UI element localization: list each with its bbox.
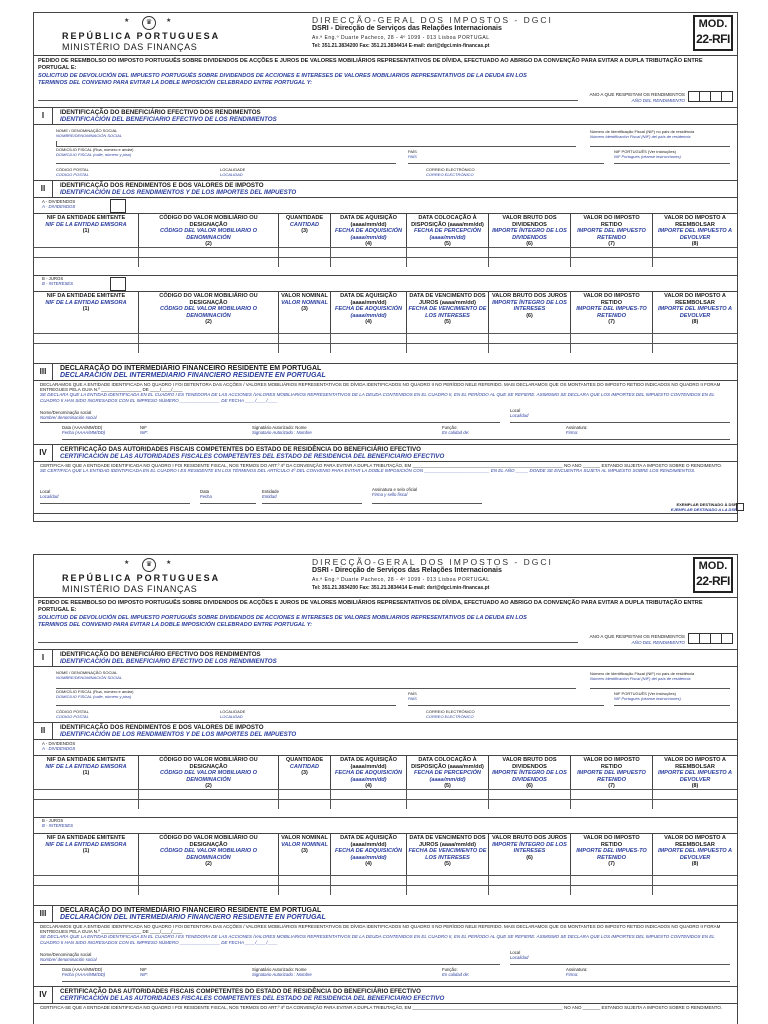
dividends-rows xyxy=(34,789,737,809)
declaration-pt: DECLARAMOS QUE A ENTIDADE IDENTIFICADA NO QUADRO I FOI DETENTORA DAS ACÇÕES / VALORES MOBILIÁRIOS REPRESENTATIVOS DE DÍVIDA IDENTIFICADOS NO QUADRO II NO PERÍODO NELE REFERIDO. MAIS DECLARAMOS QUE OS MONTANTES DO IMPOSTO RETIDO INDICADOS NO QUADRO II FORAM ENTREGUES PELA GUIA N.º ________________ DE ____/____/____ xyxy=(40,924,721,935)
nif-pt-field[interactable] xyxy=(614,163,730,164)
star-icon: ★ xyxy=(166,18,172,24)
table-row[interactable] xyxy=(34,247,737,257)
address: Av.ª Eng.º Duarte Pacheco, 28 - 4º 1099 - 013 Lisboa PORTUGAL xyxy=(312,35,490,41)
nif-field[interactable] xyxy=(590,146,730,147)
section-number: III xyxy=(34,906,53,922)
section-title-pt: IDENTIFICAÇÃO DO BENEFICIÁRIO EFECTIVO DOS RENDIMENTOS xyxy=(60,651,261,658)
copy-destination-es: EJEMPLAR DESTINADO A LA DSRI xyxy=(670,507,738,512)
section-title-es: CERTIFICACIÓN DE LAS AUTORIDADES FISCALES COMPETENTES DEL ESTADO DE RESIDENCIA DEL BENEFICIARIO EFECTIVO xyxy=(60,995,445,1002)
col-5: DATA COLOCAÇÃO À DISPOSIÇÃO (aaaa/mm/dd) FECHA DE PERCEPCIÓN (aaaa/mm/dd) (5) xyxy=(407,756,489,790)
col-3: QUANTIDADE CANTIDAD (3) xyxy=(279,756,331,790)
col-8: VALOR DO IMPOSTO A REEMBOLSAR IMPORTE DEL IMPUESTO A DEVOLVER (8) xyxy=(657,757,733,789)
year-input[interactable] xyxy=(689,633,733,644)
section-1-header xyxy=(34,650,737,667)
dividends-table-header xyxy=(34,213,737,248)
country-field[interactable] xyxy=(38,642,578,643)
section-title-es: IDENTIFICACIÓN DEL BENEFICIARIO EFECTIVO DE LOS RENDIMIENTOS xyxy=(60,116,277,123)
contact-line: Tel: 351.21.3834200 Fax: 351.21.3834414 E-mail: dsri@dgci.min-financas.pt xyxy=(312,585,490,591)
cert-local-label: Local Localidad xyxy=(40,489,59,499)
cert-entity-field[interactable] xyxy=(262,503,362,504)
dgci-title: DIRECÇÃO-GERAL DOS IMPOSTOS - DGCI xyxy=(312,15,553,25)
col-4: DATA DE AQUISIÇÃO (aaaa/mm/dd) FECHA DE ADQUISICIÓN (aaaa/mm/dd) (4) xyxy=(331,292,407,334)
copy-destination xyxy=(671,502,738,512)
section-number: II xyxy=(34,723,53,739)
dgci-title: DIRECÇÃO-GERAL DOS IMPOSTOS - DGCI xyxy=(312,557,553,567)
section-1-header xyxy=(34,108,737,125)
declaration-text xyxy=(40,924,731,945)
intro-pt: PEDIDO DE REEMBOLSO DO IMPOSTO PORTUGUÊS SOBRE DIVIDENDOS DE ACÇÕES E JUROS DE VALORES MOBILIÁRIOS REPRESENTATIVOS DE DÍVIDA, EFECTUADO AO ABRIGO DA CONVENÇÃO PARA EVITAR A DUPLA TRIBUTAÇÃO ENTRE PORTUGAL E: xyxy=(38,600,703,613)
col-5: DATA DE VENCIMENTO DOS JUROS (aaaa/mm/dd) FECHA DE VENCIMIENTO DE LOS INTERESES (5) xyxy=(407,292,489,334)
certification-es: SE CERTIFICA QUE LA ENTIDAD IDENTIFICADA EN EL CUADRO I ES RESIDENTE EN LOS TÉRMINOS DEL ARTÍCULO 4º DEL CONVENIO PARA EVITAR LA DOBLE IMPOSICIÓN CON __________________________ EN EL AÑO _____ DONDE SE ENCUENTRA SUJETA AL IMPUESTO SOBRE LOS RENDIMIENTOS. xyxy=(40,468,696,474)
fi-name-field[interactable] xyxy=(40,422,500,423)
name-label: NOME / DENOMINAÇÃO SOCIAL NOMBRE/DENOMINACIÓN SOCIAL xyxy=(56,670,123,680)
intro-pt: PEDIDO DE REEMBOLSO DO IMPOSTO PORTUGUÊS SOBRE DIVIDENDOS DE ACÇÕES E JUROS DE VALORES MOBILIÁRIOS REPRESENTATIVOS DE DÍVIDA, EFECTUADO AO ABRIGO DA CONVENÇÃO PARA EVITAR A DUPLA TRIBUTAÇÃO ENTRE PORTUGAL E: xyxy=(38,58,703,71)
interest-rows xyxy=(34,333,737,353)
email-label: CORREIO ELECTRÓNICO CORREO ELECTRÓNICO xyxy=(426,709,475,719)
form-code-box xyxy=(693,557,733,593)
address: Av.ª Eng.º Duarte Pacheco, 28 - 4º 1099 - 013 Lisboa PORTUGAL xyxy=(312,577,490,583)
section-title-pt: IDENTIFICAÇÃO DO BENEFICIÁRIO EFECTIVO DOS RENDIMENTOS xyxy=(60,109,261,116)
fi-signatory-label: Signatário Autorizado: Nome Signatario Autorizado : Nombre xyxy=(252,967,312,977)
section-4-header xyxy=(34,987,737,1004)
declaration-es: SE DECLARA QUE LA ENTIDAD IDENTIFICADA EN EL CUADRO I ES TENEDORA DE LAS ACCIONES /VALORES MOBILIARIOS REPRESENTATIVOS DE LA DEUDA CONTENIDOS EN EL CUADRO II, EN EL PERÍODO AL QUE SE REFIERE. ASIMISMO SE DECLARA QUE LOS IMPORTES DEL IMPUESTO CONTENIDOS EN EL CUADRO II HAN SIDO INGRESADOS CON EL IMPRESO NÚMERO ________________ DE FECHA ____/____/____ xyxy=(40,392,715,403)
fi-nif-label: NIF NIF: xyxy=(140,425,149,435)
section-number: III xyxy=(34,364,53,380)
form-sheet xyxy=(33,12,738,522)
section-2-header xyxy=(34,723,737,740)
name-label: NOME / DENOMINAÇÃO SOCIAL NOMBRE/DENOMINACIÓN SOCIAL xyxy=(56,128,123,138)
cert-signature-field[interactable] xyxy=(372,503,482,504)
section-1 xyxy=(34,650,737,723)
form-code: 22-RFI xyxy=(696,32,730,46)
cert-local-field[interactable] xyxy=(40,503,190,504)
dividends-label: A - DIVIDENDOS A - DIVIDENDOS xyxy=(42,199,76,209)
nif-field[interactable] xyxy=(590,688,730,689)
declaration-es: SE DECLARA QUE LA ENTIDAD IDENTIFICADA EN EL CUADRO I ES TENEDORA DE LAS ACCIONES /VALORES MOBILIARIOS REPRESENTATIVOS DE LA DEUDA CONTENIDOS EN EL CUADRO II, EN EL PERÍODO AL QUE SE REFIERE. ASIMISMO SE DECLARA QUE LOS IMPORTES DEL IMPUESTO CONTENIDOS EN EL CUADRO II HAN SIDO INGRESADOS CON EL IMPRESO NÚMERO ________________ DE FECHA ____/____/____ xyxy=(40,934,715,945)
copy-checkbox[interactable] xyxy=(736,503,744,511)
republica-title: REPÚBLICA PORTUGUESA xyxy=(62,31,221,41)
country-input[interactable] xyxy=(408,163,604,164)
form-sheet-copy xyxy=(33,554,738,1024)
col-8: VALOR DO IMPOSTO A REEMBOLSAR IMPORTE DEL IMPUESTO A DEVOLVER (8) xyxy=(657,835,733,867)
fi-signatory-label: Signatário Autorizado: Nome Signatario Autorizado : Nombre xyxy=(252,425,312,435)
postal-code-label: CÓDIGO POSTAL CODIGO POSTAL xyxy=(56,709,89,719)
year-label-pt: ANO A QUE RESPEITAM OS RENDIMENTOS xyxy=(589,634,685,639)
intro-es: SOLICITUD DE DEVOLUCIÓN DEL IMPUESTO PORTUGUÉS SOBRE DIVIDENDOS DE ACCIONES E INTERESES DE VALORES MOBILIARIOS REPRESENTATIVOS DE LA DEUDA EN LOS TERMINOS DEL CONVENIO PARA EVITAR LA DOBLE IMPOSICIÓN CELEBRADO ENTRE PORTUGAL Y: xyxy=(38,73,527,86)
interest-table-header xyxy=(34,291,737,334)
interest-table-header xyxy=(34,833,737,876)
form-intro xyxy=(34,598,737,650)
interest-label: B - JUROS B - INTERESES xyxy=(34,275,737,286)
table-row[interactable] xyxy=(34,789,737,799)
section-2 xyxy=(34,723,737,906)
fi-signature-label: Assinatura: Firma: xyxy=(566,425,588,435)
year-label-pt: ANO A QUE RESPEITAM OS RENDIMENTOS xyxy=(589,92,685,97)
fi-signature-label: Assinatura: Firma: xyxy=(566,967,588,977)
section-3-header xyxy=(34,364,737,381)
col-4: DATA DE AQUISIÇÃO (aaaa/mm/dd) FECHA DE ADQUISICIÓN (aaaa/mm/dd) (4) xyxy=(331,214,407,248)
cert-signature-label: Assinatura e selo oficial Firma y sello fiscal xyxy=(372,487,418,497)
col-8: VALOR DO IMPOSTO A REEMBOLSAR IMPORTE DEL IMPUESTO A DEVOLVER (8) xyxy=(657,215,733,247)
section-title-pt: IDENTIFICAÇÃO DOS RENDIMENTOS E DOS VALORES DE IMPOSTO xyxy=(60,724,264,731)
republica-title: REPÚBLICA PORTUGUESA xyxy=(62,573,221,583)
year-label-es: AÑO DEL RENDIMIENTO xyxy=(631,639,685,645)
col-1: NIF DA ENTIDADE EMITENTE NIF DE LA ENTIDAD EMISORA (1) xyxy=(34,292,139,334)
dsri-title: DSRI - Direcção de Serviços das Relações Internacionais xyxy=(312,25,502,32)
col-4: DATA DE AQUISIÇÃO (aaaa/mm/dd) FECHA DE ADQUISICIÓN (aaaa/mm/dd) (4) xyxy=(331,834,407,876)
fi-local-field[interactable] xyxy=(510,422,730,423)
section-title-es: DECLARACIÓN DEL INTERMEDIARIO FINANCIERO RESIDENTE EN PORTUGAL xyxy=(60,372,326,379)
cert-entity-label: Entidade Entidad xyxy=(262,489,279,499)
section-4 xyxy=(34,987,737,1024)
col-3: QUANTIDADE CANTIDAD (3) xyxy=(279,214,331,248)
col-7: VALOR DO IMPOSTO RETIDO IMPORTE DEL IMPUESTO RETENIDO (7) xyxy=(571,214,653,248)
dividends-label: A - DIVIDENDOS A - DIVIDENDOS xyxy=(42,741,76,751)
col-8: VALOR DO IMPOSTO A REEMBOLSAR IMPORTE DEL IMPUESTO A DEVOLVER (8) xyxy=(657,293,733,325)
section-number: IV xyxy=(34,987,53,1003)
section-2 xyxy=(34,181,737,364)
section-1 xyxy=(34,108,737,181)
table-row[interactable] xyxy=(34,875,737,885)
col-4: DATA DE AQUISIÇÃO (aaaa/mm/dd) FECHA DE ADQUISICIÓN (aaaa/mm/dd) (4) xyxy=(331,756,407,790)
fi-date-label: Data (AAAA/MM/DD) Fecha (AAAA/MM/DD) xyxy=(62,967,106,977)
col-7: VALOR DO IMPOSTO RETIDO IMPORTE DEL IMPUES-TO RETENIDO (7) xyxy=(571,834,653,876)
section-number: I xyxy=(34,108,53,124)
mod-label: MOD. xyxy=(698,560,728,572)
interest-label: B - JUROS B - INTERESES xyxy=(34,817,737,828)
nif-pt-label: NIF PORTUGUÊS (Ver instruções) NIF Portugués (véanse instrucciones) xyxy=(614,691,681,701)
fi-role-label: Função: En calidad de: xyxy=(442,425,470,435)
address-field[interactable] xyxy=(56,163,396,164)
fi-role-label: Função: En calidad de: xyxy=(442,967,470,977)
col-6: VALOR BRUTO DOS DIVIDENDOS IMPORTE ÍNTEGRO DE LOS DIVIDENDOS (6) xyxy=(489,214,571,248)
nif-pt-label: NIF PORTUGUÊS (Ver instruções) NIF Portugués (véanse instrucciones) xyxy=(614,149,681,159)
col-3: VALOR NOMINAL VALOR NOMINAL (3) xyxy=(279,834,331,876)
address-label: DOMICÍLIO FISCAL (Rua, número e andar) DOMICILIO FISCAL (calle, número y piso) xyxy=(56,147,134,157)
certification-pt: CERTIFICA-SE QUE A ENTIDADE IDENTIFICADA NO QUADRO I FOI RESIDENTE FISCAL, NOS TERMOS DO ART.º 4º DA CONVENÇÃO PARA EVITAR A DUPLA TRIBUTAÇÃO, EM ____________________________________________________________ NO ANO _______ ESTANDO SUJEITA A IMPOSTO SOBRE O RENDIMENTO. xyxy=(40,463,723,468)
country-label: PAÍS PAÍS xyxy=(408,149,417,159)
col-7: VALOR DO IMPOSTO RETIDO IMPORTE DEL IMPUESTO RETENIDO (7) xyxy=(571,756,653,790)
section-title-es: CERTIFICACIÓN DE LAS AUTORIDADES FISCALES COMPETENTES DEL ESTADO DE RESIDENCIA DEL BENEFICIARIO EFECTIVO xyxy=(60,453,445,460)
form-code-box xyxy=(693,15,733,51)
fi-name-label: Nome/Denominação social Nombre/ denominación social xyxy=(40,952,97,962)
star-icon: ★ xyxy=(166,560,172,566)
intro-es: SOLICITUD DE DEVOLUCIÓN DEL IMPUESTO PORTUGUÉS SOBRE DIVIDENDOS DE ACCIONES E INTERESES DE VALORES MOBILIARIOS REPRESENTATIVOS DE LA DEUDA EN LOS TERMINOS DEL CONVENIO PARA EVITAR LA DOBLE IMPOSICIÓN CELEBRADO ENTRE PORTUGAL Y: xyxy=(38,615,527,628)
cert-date-field[interactable] xyxy=(200,503,256,504)
star-icon: ★ xyxy=(124,18,130,24)
col-6: VALOR BRUTO DOS JUROS IMPORTE ÍNTEGRO DE LOS INTERESES (6) xyxy=(489,292,571,334)
certification-pt: CERTIFICA-SE QUE A ENTIDADE IDENTIFICADA NO QUADRO I FOI RESIDENTE FISCAL, NOS TERMOS DO ART.º 4º DA CONVENÇÃO PARA EVITAR A DUPLA TRIBUTAÇÃO, EM ____________________________________________________________ NO ANO _______ ESTANDO SUJEITA A IMPOSTO SOBRE O RENDIMENTO. xyxy=(40,1005,723,1010)
table-row[interactable] xyxy=(34,799,737,809)
section-title-pt: CERTIFICAÇÃO DAS AUTORIDADES FISCAIS COMPETENTES DO ESTADO DE RESIDÊNCIA DO BENEFICIÁRIO EFECTIVO xyxy=(60,446,421,453)
country-input[interactable] xyxy=(408,705,604,706)
mod-label: MOD. xyxy=(698,18,728,30)
year-input[interactable] xyxy=(689,91,733,102)
interest-rows xyxy=(34,875,737,895)
section-title-pt: CERTIFICAÇÃO DAS AUTORIDADES FISCAIS COMPETENTES DO ESTADO DE RESIDÊNCIA DO BENEFICIÁRIO EFECTIVO xyxy=(60,988,421,995)
star-icon: ★ xyxy=(124,560,130,566)
col-2: CÓDIGO DO VALOR MOBILIÁRIO OU DESIGNAÇÃO CÓDIGO DEL VALOR MOBILIARIO O DENOMINACIÓN (2) xyxy=(139,214,279,248)
fi-name-label: Nome/Denominação social Nombre/ denominación social xyxy=(40,410,97,420)
section-2-header xyxy=(34,181,737,198)
dividends-checkbox[interactable] xyxy=(110,199,126,213)
section-number: IV xyxy=(34,445,53,461)
section-title-es: IDENTIFICACIÓN DE LOS RENDIMIENTOS Y DE LOS IMPORTES DEL IMPUESTO xyxy=(60,731,297,738)
section-3 xyxy=(34,364,737,445)
address-field[interactable] xyxy=(56,705,396,706)
fi-signature-line[interactable] xyxy=(62,439,730,440)
fi-local-field[interactable] xyxy=(510,964,730,965)
fi-date-label: Data (AAAA/MM/DD) Fecha (AAAA/MM/DD) xyxy=(62,425,106,435)
col-6: VALOR BRUTO DOS DIVIDENDOS IMPORTE ÍNTEGRO DE LOS DIVIDENDOS (6) xyxy=(489,756,571,790)
dividends-table-header xyxy=(34,755,737,790)
nif-label: Número de Identificação Fiscal (NIF) no país de residência Número Identificación Fiscal (NIF) del país de residencia xyxy=(590,129,695,139)
form-code: 22-RFI xyxy=(696,574,730,588)
locality-label: LOCALIDADE LOCALIDAD xyxy=(220,167,246,177)
interest-checkbox[interactable] xyxy=(110,277,126,291)
coat-of-arms-icon: ♛ xyxy=(142,16,156,30)
certification-text xyxy=(40,1005,731,1010)
table-row[interactable] xyxy=(34,885,737,895)
name-field[interactable] xyxy=(56,146,576,147)
ministerio-title: MINISTÉRIO DAS FINANÇAS xyxy=(62,584,198,594)
section-number: I xyxy=(34,650,53,666)
address-label: DOMICÍLIO FISCAL (Rua, número e andar) DOMICILIO FISCAL (calle, número y piso) xyxy=(56,689,134,699)
section-title-es: IDENTIFICACIÓN DEL BENEFICIARIO EFECTIVO DE LOS RENDIMIENTOS xyxy=(60,658,277,665)
section-title-pt: DECLARAÇÃO DO INTERMEDIÁRIO FINANCEIRO RESIDENTE EM PORTUGAL xyxy=(60,365,322,372)
declaration-text xyxy=(40,382,731,403)
ministerio-title: MINISTÉRIO DAS FINANÇAS xyxy=(62,42,198,52)
coat-of-arms-icon: ♛ xyxy=(142,558,156,572)
country-field[interactable] xyxy=(38,100,578,101)
section-4 xyxy=(34,445,737,514)
postal-code-label: CÓDIGO POSTAL CODIGO POSTAL xyxy=(56,167,89,177)
year-label-es: AÑO DEL RENDIMIENTO xyxy=(631,97,685,103)
dsri-title: DSRI - Direcção de Serviços das Relações Internacionais xyxy=(312,567,502,574)
year-label xyxy=(589,92,685,103)
col-2: CÓDIGO DO VALOR MOBILIÁRIO OU DESIGNAÇÃO CÓDIGO DEL VALOR MOBILIARIO O DENOMINACIÓN (2) xyxy=(139,292,279,334)
dividends-rows xyxy=(34,247,737,267)
section-4-header xyxy=(34,445,737,462)
name-field[interactable] xyxy=(56,688,576,689)
form-header xyxy=(34,555,737,598)
nif-pt-field[interactable] xyxy=(614,705,730,706)
email-label: CORREIO ELECTRÓNICO CORREO ELECTRÓNICO xyxy=(426,167,475,177)
locality-label: LOCALIDADE LOCALIDAD xyxy=(220,709,246,719)
fi-local-label: Local Localidad xyxy=(510,408,529,418)
fi-signature-line[interactable] xyxy=(62,981,730,982)
col-2: CÓDIGO DO VALOR MOBILIÁRIO OU DESIGNAÇÃO CÓDIGO DEL VALOR MOBILIARIO O DENOMINACIÓN (2) xyxy=(139,834,279,876)
col-5: DATA COLOCAÇÃO À DISPOSIÇÃO (aaaa/mm/dd) FECHA DE PERCEPCIÓN (aaaa/mm/dd) (5) xyxy=(407,214,489,248)
col-1: NIF DA ENTIDADE EMITENTE NIF DE LA ENTIDAD EMISORA (1) xyxy=(34,214,139,248)
col-7: VALOR DO IMPOSTO RETIDO IMPORTE DEL IMPUES-TO RETENIDO (7) xyxy=(571,292,653,334)
col-5: DATA DE VENCIMENTO DOS JUROS (aaaa/mm/dd) FECHA DE VENCIMIENTO DE LOS INTERESES (5) xyxy=(407,834,489,876)
fi-local-label: Local Localidad xyxy=(510,950,529,960)
fi-nif-label: NIF NIF: xyxy=(140,967,149,977)
nif-label: Número de Identificação Fiscal (NIF) no país de residência Número Identificación Fiscal (NIF) del país de residencia xyxy=(590,671,695,681)
section-3 xyxy=(34,906,737,987)
form-intro xyxy=(34,56,737,108)
copy-destination-pt: EXEMPLAR DESTINADO À DSRI xyxy=(676,502,738,507)
table-row[interactable] xyxy=(34,343,737,353)
country-label: PAÍS PAÍS xyxy=(408,691,417,701)
section-title-es: IDENTIFICACIÓN DE LOS RENDIMIENTOS Y DE LOS IMPORTES DEL IMPUESTO xyxy=(60,189,297,196)
section-number: II xyxy=(34,181,53,197)
section-title-pt: IDENTIFICAÇÃO DOS RENDIMENTOS E DOS VALORES DE IMPOSTO xyxy=(60,182,264,189)
table-row[interactable] xyxy=(34,257,737,267)
col-1: NIF DA ENTIDADE EMITENTE NIF DE LA ENTIDAD EMISORA (1) xyxy=(34,834,139,876)
section-title-pt: DECLARAÇÃO DO INTERMEDIÁRIO FINANCEIRO RESIDENTE EM PORTUGAL xyxy=(60,907,322,914)
col-3: VALOR NOMINAL VALOR NOMINAL (3) xyxy=(279,292,331,334)
table-row[interactable] xyxy=(34,333,737,343)
contact-line: Tel: 351.21.3834200 Fax: 351.21.3834414 E-mail: dsri@dgci.min-financas.pt xyxy=(312,43,490,49)
cert-date-label: Data Fecha xyxy=(200,489,212,499)
certification-text xyxy=(40,463,731,473)
col-6: VALOR BRUTO DOS JUROS IMPORTE ÍNTEGRO DE LOS INTERESES (6) xyxy=(489,834,571,876)
declaration-pt: DECLARAMOS QUE A ENTIDADE IDENTIFICADA NO QUADRO I FOI DETENTORA DAS ACÇÕES / VALORES MOBILIÁRIOS REPRESENTATIVOS DE DÍVIDA IDENTIFICADOS NO QUADRO II NO PERÍODO NELE REFERIDO. MAIS DECLARAMOS QUE OS MONTANTES DO IMPOSTO RETIDO INDICADOS NO QUADRO II FORAM ENTREGUES PELA GUIA N.º ________________ DE ____/____/____ xyxy=(40,382,721,393)
form-header xyxy=(34,13,737,56)
year-label xyxy=(589,634,685,645)
section-3-header xyxy=(34,906,737,923)
col-1: NIF DA ENTIDADE EMITENTE NIF DE LA ENTIDAD EMISORA (1) xyxy=(34,756,139,790)
col-2: CÓDIGO DO VALOR MOBILIÁRIO OU DESIGNAÇÃO CÓDIGO DEL VALOR MOBILIARIO O DENOMINACIÓN (2) xyxy=(139,756,279,790)
section-title-es: DECLARACIÓN DEL INTERMEDIARIO FINANCIERO RESIDENTE EN PORTUGAL xyxy=(60,914,326,921)
fi-name-field[interactable] xyxy=(40,964,500,965)
